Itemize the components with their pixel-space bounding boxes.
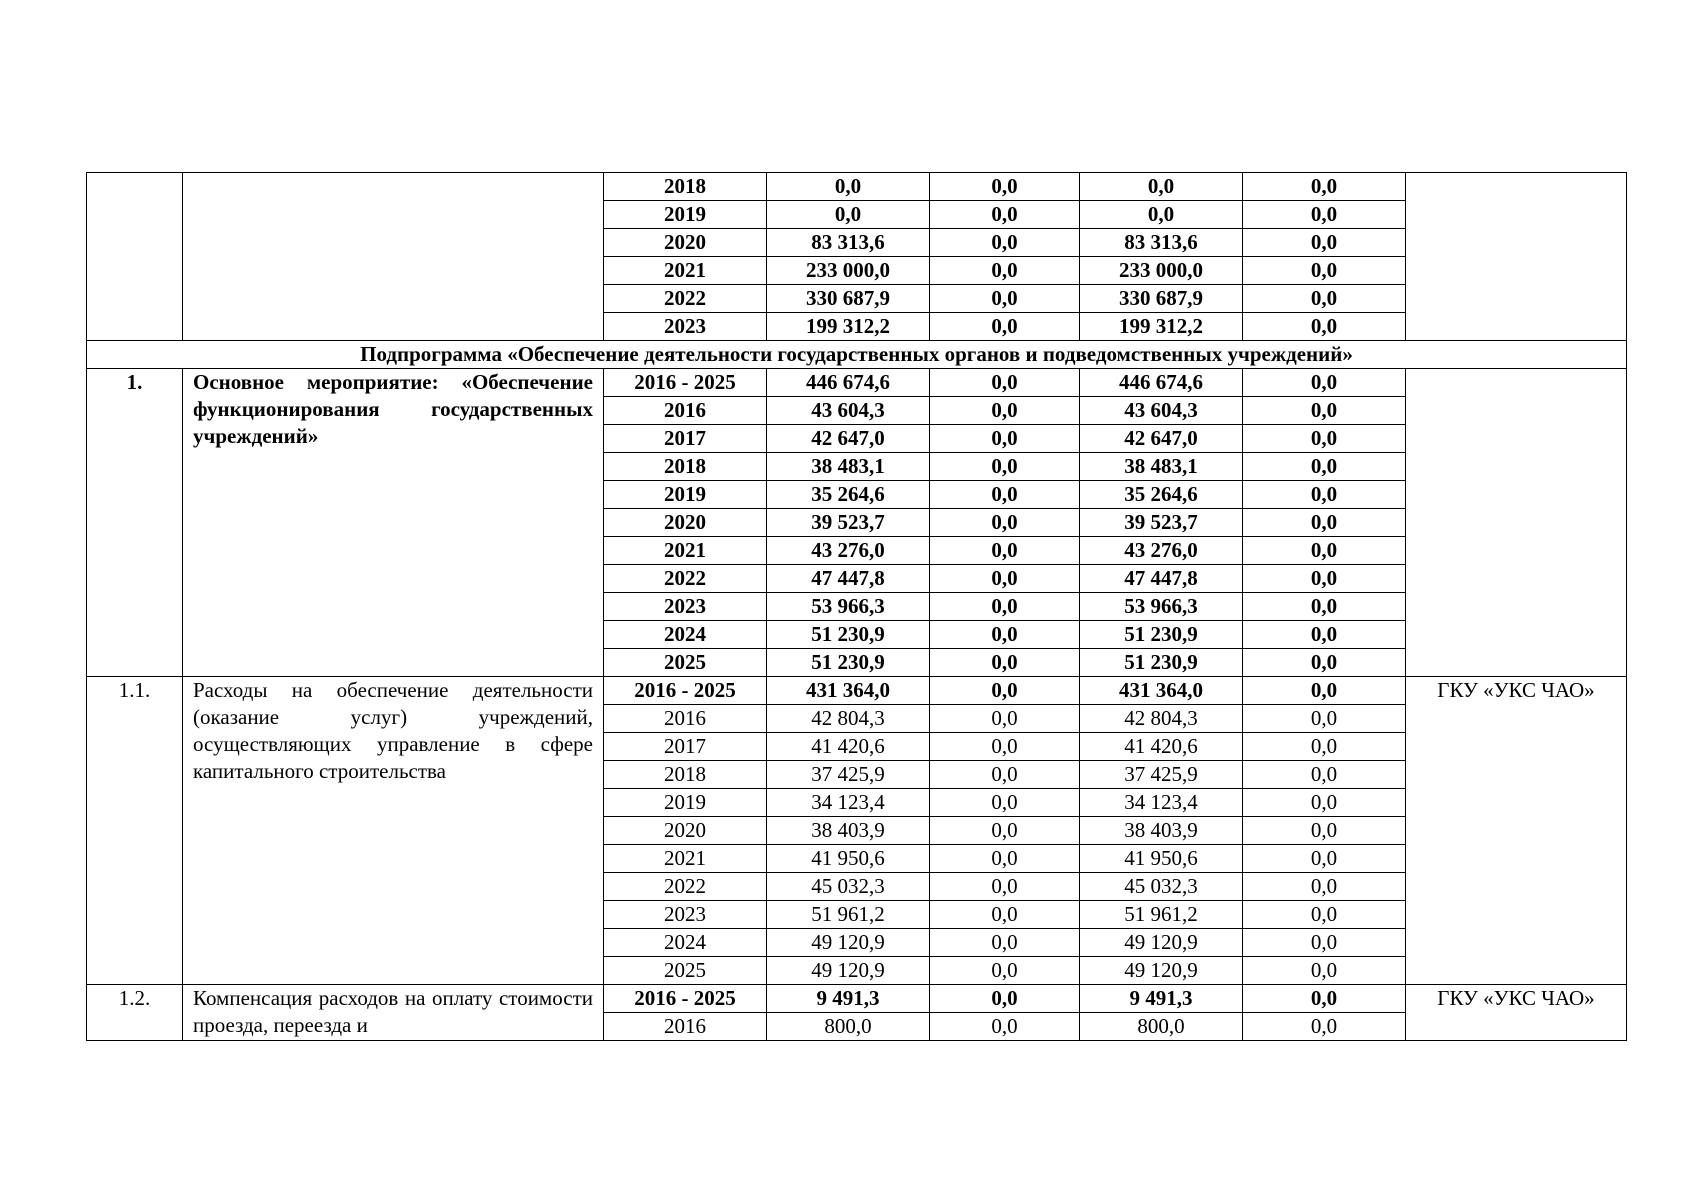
regional-budget-cell: 35 264,6 xyxy=(1080,481,1243,509)
total-cell: 47 447,8 xyxy=(767,565,930,593)
regional-budget-cell: 53 966,3 xyxy=(1080,593,1243,621)
federal-budget-cell: 0,0 xyxy=(930,929,1080,957)
federal-budget-cell: 0,0 xyxy=(930,453,1080,481)
item-number: 1.2. xyxy=(87,985,183,1041)
table-row xyxy=(87,369,1627,397)
other-sources-cell: 0,0 xyxy=(1243,705,1406,733)
regional-budget-cell: 49 120,9 xyxy=(1080,957,1243,985)
total-cell: 38 483,1 xyxy=(767,453,930,481)
federal-budget-cell: 0,0 xyxy=(930,229,1080,257)
year-cell: 2020 xyxy=(604,229,767,257)
regional-budget-cell: 41 950,6 xyxy=(1080,845,1243,873)
federal-budget-cell: 0,0 xyxy=(930,201,1080,229)
other-sources-cell: 0,0 xyxy=(1243,285,1406,313)
total-cell: 45 032,3 xyxy=(767,873,930,901)
federal-budget-cell: 0,0 xyxy=(930,565,1080,593)
other-sources-cell: 0,0 xyxy=(1243,313,1406,341)
year-cell: 2016 - 2025 xyxy=(604,369,767,397)
federal-budget-cell: 0,0 xyxy=(930,789,1080,817)
total-cell: 37 425,9 xyxy=(767,761,930,789)
table-row xyxy=(87,173,1627,201)
year-cell: 2016 - 2025 xyxy=(604,985,767,1013)
total-cell: 42 647,0 xyxy=(767,425,930,453)
regional-budget-cell: 38 403,9 xyxy=(1080,817,1243,845)
other-sources-cell: 0,0 xyxy=(1243,509,1406,537)
year-cell: 2022 xyxy=(604,565,767,593)
total-cell: 51 230,9 xyxy=(767,649,930,677)
regional-budget-cell: 47 447,8 xyxy=(1080,565,1243,593)
total-cell: 43 276,0 xyxy=(767,537,930,565)
total-cell: 330 687,9 xyxy=(767,285,930,313)
federal-budget-cell: 0,0 xyxy=(930,985,1080,1013)
num-cell xyxy=(87,173,183,341)
federal-budget-cell: 0,0 xyxy=(930,621,1080,649)
item-description: Расходы на обеспечение деятельности (оказание услуг) учреждений, осуществляющих управление в сфере капитального строительства xyxy=(183,677,604,985)
year-cell: 2020 xyxy=(604,817,767,845)
total-cell: 49 120,9 xyxy=(767,957,930,985)
federal-budget-cell: 0,0 xyxy=(930,257,1080,285)
total-cell: 38 403,9 xyxy=(767,817,930,845)
total-cell: 446 674,6 xyxy=(767,369,930,397)
total-cell: 83 313,6 xyxy=(767,229,930,257)
total-cell: 51 961,2 xyxy=(767,901,930,929)
other-sources-cell: 0,0 xyxy=(1243,845,1406,873)
year-cell: 2021 xyxy=(604,845,767,873)
other-sources-cell: 0,0 xyxy=(1243,173,1406,201)
federal-budget-cell: 0,0 xyxy=(930,425,1080,453)
federal-budget-cell: 0,0 xyxy=(930,537,1080,565)
budget-table xyxy=(86,172,1627,1041)
other-sources-cell: 0,0 xyxy=(1243,537,1406,565)
year-cell: 2016 xyxy=(604,1013,767,1041)
year-cell: 2023 xyxy=(604,901,767,929)
item-description: Компенсация расходов на оплату стоимости проезда, переезда и xyxy=(183,985,604,1041)
year-cell: 2022 xyxy=(604,873,767,901)
other-sources-cell: 0,0 xyxy=(1243,957,1406,985)
federal-budget-cell: 0,0 xyxy=(930,173,1080,201)
year-cell: 2018 xyxy=(604,453,767,481)
other-sources-cell: 0,0 xyxy=(1243,621,1406,649)
other-sources-cell: 0,0 xyxy=(1243,929,1406,957)
regional-budget-cell: 83 313,6 xyxy=(1080,229,1243,257)
total-cell: 41 420,6 xyxy=(767,733,930,761)
total-cell: 42 804,3 xyxy=(767,705,930,733)
year-cell: 2025 xyxy=(604,957,767,985)
federal-budget-cell: 0,0 xyxy=(930,845,1080,873)
federal-budget-cell: 0,0 xyxy=(930,313,1080,341)
regional-budget-cell: 34 123,4 xyxy=(1080,789,1243,817)
regional-budget-cell: 39 523,7 xyxy=(1080,509,1243,537)
executor-cell: ГКУ «УКС ЧАО» xyxy=(1406,985,1627,1041)
year-cell: 2016 xyxy=(604,705,767,733)
other-sources-cell: 0,0 xyxy=(1243,201,1406,229)
other-sources-cell: 0,0 xyxy=(1243,789,1406,817)
other-sources-cell: 0,0 xyxy=(1243,677,1406,705)
federal-budget-cell: 0,0 xyxy=(930,817,1080,845)
total-cell: 0,0 xyxy=(767,173,930,201)
other-sources-cell: 0,0 xyxy=(1243,901,1406,929)
federal-budget-cell: 0,0 xyxy=(930,873,1080,901)
year-cell: 2019 xyxy=(604,789,767,817)
federal-budget-cell: 0,0 xyxy=(930,761,1080,789)
year-cell: 2018 xyxy=(604,761,767,789)
table-row xyxy=(87,677,1627,705)
executor-cell: ГКУ «УКС ЧАО» xyxy=(1406,677,1627,985)
regional-budget-cell: 199 312,2 xyxy=(1080,313,1243,341)
year-cell: 2024 xyxy=(604,621,767,649)
year-cell: 2023 xyxy=(604,593,767,621)
total-cell: 43 604,3 xyxy=(767,397,930,425)
federal-budget-cell: 0,0 xyxy=(930,369,1080,397)
total-cell: 41 950,6 xyxy=(767,845,930,873)
year-cell: 2018 xyxy=(604,173,767,201)
federal-budget-cell: 0,0 xyxy=(930,397,1080,425)
year-cell: 2019 xyxy=(604,201,767,229)
year-cell: 2016 - 2025 xyxy=(604,677,767,705)
regional-budget-cell: 43 604,3 xyxy=(1080,397,1243,425)
total-cell: 431 364,0 xyxy=(767,677,930,705)
item-number: 1. xyxy=(87,369,183,677)
regional-budget-cell: 42 804,3 xyxy=(1080,705,1243,733)
total-cell: 34 123,4 xyxy=(767,789,930,817)
other-sources-cell: 0,0 xyxy=(1243,257,1406,285)
federal-budget-cell: 0,0 xyxy=(930,957,1080,985)
regional-budget-cell: 0,0 xyxy=(1080,201,1243,229)
total-cell: 800,0 xyxy=(767,1013,930,1041)
total-cell: 0,0 xyxy=(767,201,930,229)
regional-budget-cell: 51 961,2 xyxy=(1080,901,1243,929)
federal-budget-cell: 0,0 xyxy=(930,649,1080,677)
regional-budget-cell: 9 491,3 xyxy=(1080,985,1243,1013)
item-description: Основное мероприятие: «Обеспечение функционирования государственных учреждений» xyxy=(183,369,604,677)
federal-budget-cell: 0,0 xyxy=(930,1013,1080,1041)
desc-cell xyxy=(183,173,604,341)
other-sources-cell: 0,0 xyxy=(1243,481,1406,509)
subprogram-row xyxy=(87,341,1627,369)
total-cell: 53 966,3 xyxy=(767,593,930,621)
other-sources-cell: 0,0 xyxy=(1243,565,1406,593)
federal-budget-cell: 0,0 xyxy=(930,285,1080,313)
regional-budget-cell: 37 425,9 xyxy=(1080,761,1243,789)
regional-budget-cell: 38 483,1 xyxy=(1080,453,1243,481)
federal-budget-cell: 0,0 xyxy=(930,593,1080,621)
federal-budget-cell: 0,0 xyxy=(930,677,1080,705)
regional-budget-cell: 45 032,3 xyxy=(1080,873,1243,901)
regional-budget-cell: 800,0 xyxy=(1080,1013,1243,1041)
regional-budget-cell: 41 420,6 xyxy=(1080,733,1243,761)
executor-cell xyxy=(1406,173,1627,341)
other-sources-cell: 0,0 xyxy=(1243,733,1406,761)
regional-budget-cell: 42 647,0 xyxy=(1080,425,1243,453)
year-cell: 2022 xyxy=(604,285,767,313)
regional-budget-cell: 233 000,0 xyxy=(1080,257,1243,285)
regional-budget-cell: 446 674,6 xyxy=(1080,369,1243,397)
federal-budget-cell: 0,0 xyxy=(930,481,1080,509)
other-sources-cell: 0,0 xyxy=(1243,369,1406,397)
other-sources-cell: 0,0 xyxy=(1243,873,1406,901)
total-cell: 49 120,9 xyxy=(767,929,930,957)
federal-budget-cell: 0,0 xyxy=(930,705,1080,733)
year-cell: 2020 xyxy=(604,509,767,537)
other-sources-cell: 0,0 xyxy=(1243,1013,1406,1041)
federal-budget-cell: 0,0 xyxy=(930,733,1080,761)
year-cell: 2023 xyxy=(604,313,767,341)
total-cell: 51 230,9 xyxy=(767,621,930,649)
table-row xyxy=(87,985,1627,1013)
regional-budget-cell: 330 687,9 xyxy=(1080,285,1243,313)
year-cell: 2016 xyxy=(604,397,767,425)
subprogram-title: Подпрограмма «Обеспечение деятельности государственных органов и подведомственных учреждений» xyxy=(87,341,1627,369)
executor-cell xyxy=(1406,369,1627,677)
other-sources-cell: 0,0 xyxy=(1243,649,1406,677)
year-cell: 2019 xyxy=(604,481,767,509)
regional-budget-cell: 431 364,0 xyxy=(1080,677,1243,705)
year-cell: 2025 xyxy=(604,649,767,677)
other-sources-cell: 0,0 xyxy=(1243,817,1406,845)
regional-budget-cell: 0,0 xyxy=(1080,173,1243,201)
other-sources-cell: 0,0 xyxy=(1243,985,1406,1013)
item-number: 1.1. xyxy=(87,677,183,985)
federal-budget-cell: 0,0 xyxy=(930,509,1080,537)
regional-budget-cell: 43 276,0 xyxy=(1080,537,1243,565)
total-cell: 233 000,0 xyxy=(767,257,930,285)
federal-budget-cell: 0,0 xyxy=(930,901,1080,929)
total-cell: 39 523,7 xyxy=(767,509,930,537)
other-sources-cell: 0,0 xyxy=(1243,397,1406,425)
year-cell: 2021 xyxy=(604,257,767,285)
regional-budget-cell: 51 230,9 xyxy=(1080,649,1243,677)
total-cell: 199 312,2 xyxy=(767,313,930,341)
regional-budget-cell: 51 230,9 xyxy=(1080,621,1243,649)
year-cell: 2021 xyxy=(604,537,767,565)
other-sources-cell: 0,0 xyxy=(1243,425,1406,453)
other-sources-cell: 0,0 xyxy=(1243,593,1406,621)
other-sources-cell: 0,0 xyxy=(1243,761,1406,789)
year-cell: 2017 xyxy=(604,733,767,761)
other-sources-cell: 0,0 xyxy=(1243,453,1406,481)
year-cell: 2024 xyxy=(604,929,767,957)
total-cell: 35 264,6 xyxy=(767,481,930,509)
total-cell: 9 491,3 xyxy=(767,985,930,1013)
year-cell: 2017 xyxy=(604,425,767,453)
other-sources-cell: 0,0 xyxy=(1243,229,1406,257)
regional-budget-cell: 49 120,9 xyxy=(1080,929,1243,957)
